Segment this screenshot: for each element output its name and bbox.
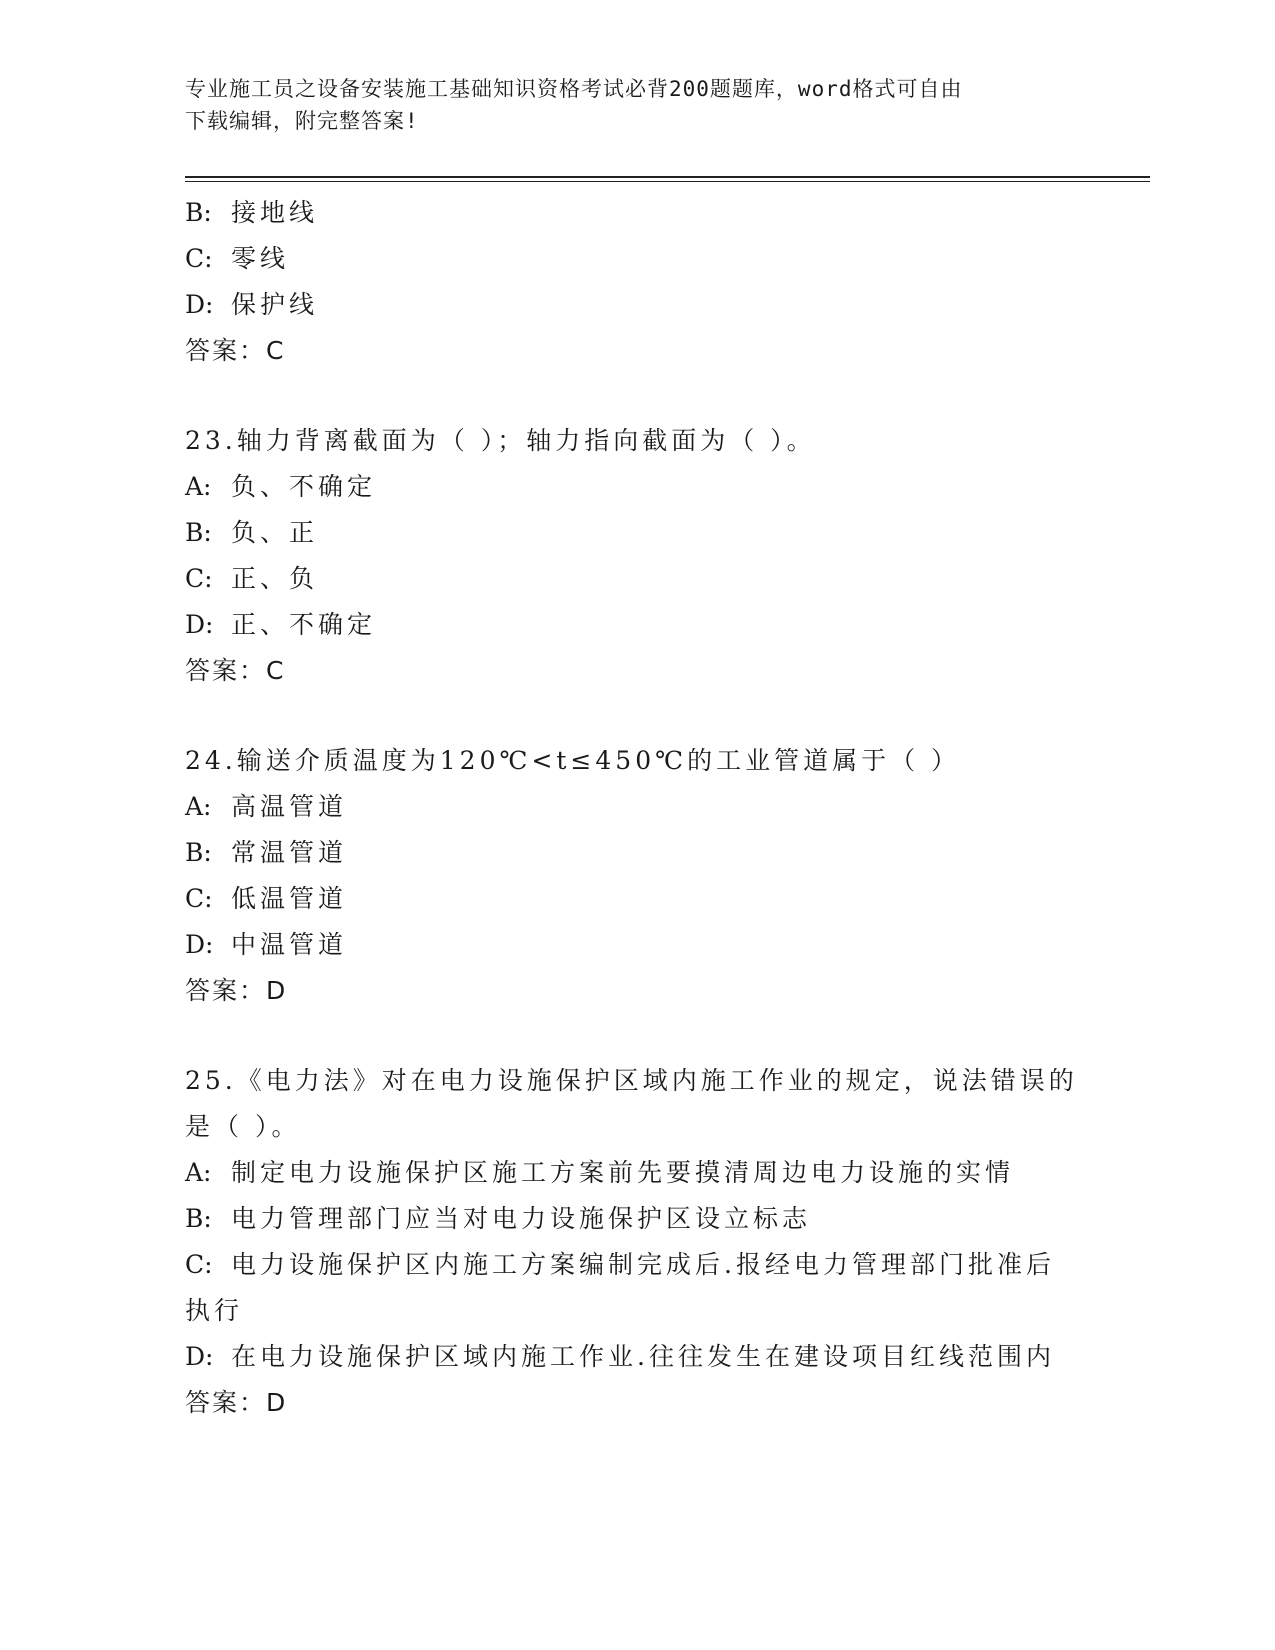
option-text: 电力设施保护区内施工方案编制完成后.报经电力管理部门批准后	[231, 1250, 1055, 1279]
answer-line: 答案：C	[185, 656, 286, 685]
question-list	[185, 190, 1085, 1426]
question-24	[185, 738, 1085, 1014]
option-text: 制定电力设施保护区施工方案前先要摸清周边电力设施的实情	[231, 1158, 1015, 1187]
option-key: C:	[185, 564, 213, 593]
option-key: B:	[185, 1204, 212, 1233]
option-text: 保护线	[231, 290, 319, 319]
option-key: C:	[185, 244, 213, 273]
answer-line: 答案：D	[185, 1388, 288, 1417]
option-d	[185, 922, 1085, 968]
header-line-1: 专业施工员之设备安装施工基础知识资格考试必背200题题库，word格式可自由	[185, 77, 963, 101]
option-key: B:	[185, 518, 212, 547]
option-key: C:	[185, 1250, 213, 1279]
option-key: D:	[185, 290, 214, 319]
option-text: 接地线	[231, 198, 319, 227]
answer-line: 答案：C	[185, 336, 286, 365]
option-key: B:	[185, 838, 212, 867]
option-key: D:	[185, 930, 214, 959]
option-c	[185, 1242, 1085, 1288]
option-b	[185, 1196, 1085, 1242]
option-key: A:	[185, 792, 212, 821]
spacer	[185, 1014, 1085, 1058]
option-b	[185, 510, 1085, 556]
option-key: D:	[185, 610, 214, 639]
option-a	[185, 1150, 1085, 1196]
option-text: 零线	[231, 244, 290, 273]
option-text: 中温管道	[231, 930, 348, 959]
option-text: 常温管道	[231, 838, 348, 867]
question-23	[185, 418, 1085, 694]
header-line-2: 下载编辑，附完整答案!	[185, 109, 419, 133]
option-text: 负、正	[231, 518, 319, 547]
option-c-continuation: 执行	[185, 1296, 244, 1325]
option-key: B:	[185, 198, 212, 227]
option-text: 负、不确定	[231, 472, 377, 501]
option-text: 在电力设施保护区域内施工作业.往往发生在建设项目红线范围内	[231, 1342, 1055, 1371]
option-b	[185, 830, 1085, 876]
option-key: A:	[185, 472, 212, 501]
option-a	[185, 464, 1085, 510]
option-c	[185, 876, 1085, 922]
question-stem: 24.输送介质温度为120℃<t≤450℃的工业管道属于（ ）	[185, 746, 961, 775]
option-d	[185, 602, 1085, 648]
option-text: 正、负	[231, 564, 319, 593]
option-key: C:	[185, 884, 213, 913]
question-stem-line-2: 是（ ）。	[185, 1112, 301, 1141]
option-text: 电力管理部门应当对电力设施保护区设立标志	[231, 1204, 812, 1233]
document-header	[185, 73, 1085, 137]
answer-line: 答案：D	[185, 976, 288, 1005]
question-25	[185, 1058, 1085, 1426]
option-d	[185, 1334, 1085, 1380]
spacer	[185, 374, 1085, 418]
option-text: 正、不确定	[231, 610, 377, 639]
option-key: D:	[185, 1342, 214, 1371]
header-divider-thick	[185, 176, 1150, 178]
header-divider-thin	[185, 181, 1150, 182]
option-text: 高温管道	[231, 792, 348, 821]
option-a	[185, 784, 1085, 830]
option-text: 低温管道	[231, 884, 348, 913]
question-22-continued	[185, 190, 1085, 374]
option-key: A:	[185, 1158, 212, 1187]
question-stem-line-1: 25.《电力法》对在电力设施保护区域内施工作业的规定，说法错误的	[185, 1066, 1078, 1095]
option-d	[185, 282, 1085, 328]
option-c	[185, 556, 1085, 602]
option-c	[185, 236, 1085, 282]
spacer	[185, 694, 1085, 738]
question-stem: 23.轴力背离截面为（ ）；轴力指向截面为（ ）。	[185, 426, 816, 455]
option-b	[185, 190, 1085, 236]
